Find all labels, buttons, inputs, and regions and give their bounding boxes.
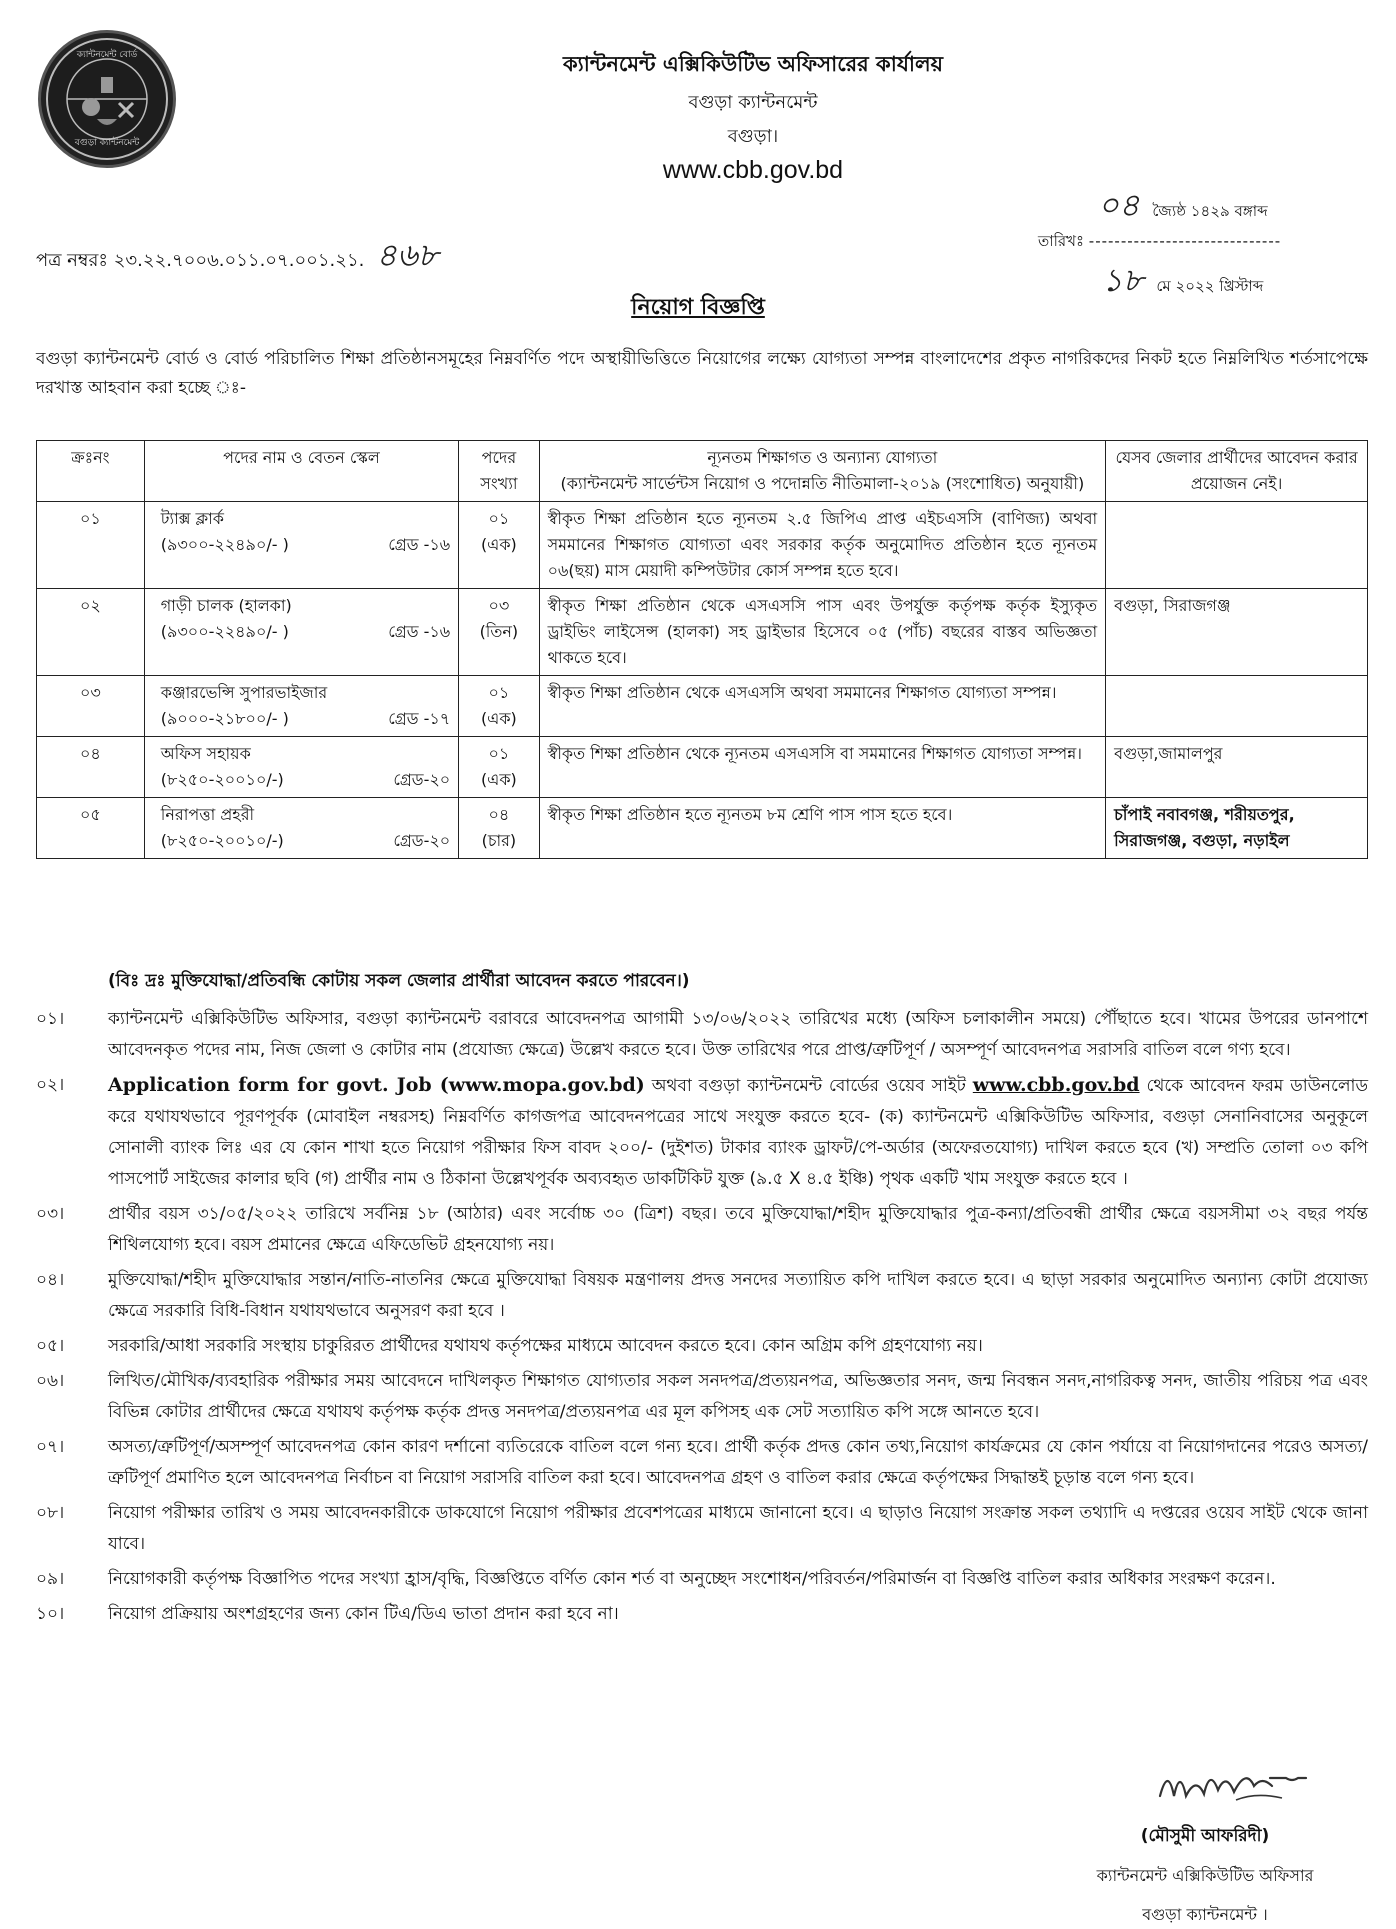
clause-text-rest: থেকে আবেদন ফরম ডাউনলোড করে যথাযথভাবে পূরণপূর্বক (মোবাইল নম্বরসহ) নিম্নবর্ণিত কাগজপত্র আবেদনপত্রের সাথে সংযুক্ত করতে হবে- (ক) ক্যান্টনমেন্ট এক্সিকিউটিভ অফিসার, বগুড়া সেনানিবাসের অনুকূলে সোনালী ব্যাংক লিঃ এর যে কোন শাখা হতে নিয়োগ পরীক্ষার ফিস বাবদ ২০০/- (দুইশত) টাকার ব্যাংক ড্রাফট/পে-অর্ডার (অফেরতযোগ্য) দাখিল করতে হবে (খ) সম্প্রতি তোলা ০৩ কপি পাসপোর্ট সাইজের কালার ছবি (গ) প্রার্থীর নাম ও ঠিকানা উল্লেখপূর্বক অব্যবহৃত ডাকটিকিট যুক্ত (৯.৫ X ৪.৫ ইঞ্চি) পৃথক একটি খাম সংযুক্ত করতে হবে । [108, 1076, 1369, 1189]
row-districts: বগুড়া,জামালপুর [1106, 737, 1368, 798]
memo-label: পত্র নম্বরঃ ২৩.২২.৭০০৬.০১১.০৭.০০১.২১. [36, 250, 365, 271]
pay-scale: (৮২৫০-২০০১০/-) [160, 831, 284, 850]
list-item [36, 1331, 1368, 1362]
row-districts [1106, 502, 1368, 589]
row-serial: ০২ [37, 589, 145, 676]
table-row [37, 737, 1368, 798]
clause-text: মুক্তিযোদ্ধা/শহীদ মুক্তিযোদ্ধার সন্তান/নাতি-নাতনির ক্ষেত্রে মুক্তিযোদ্ধা বিষয়ক মন্ত্রণালয় প্রদত্ত সনদের সত্যায়িত কপি দাখিল করতে হবে। এ ছাড়া সরকার অনুমোদিত অন্যান্য কোটা প্রযোজ্য ক্ষেত্রে সরকারি বিধি-বিধান যথাযথভাবে অনুসরণ করা হবে । [108, 1270, 1368, 1321]
pay-scale: (৯৩০০-২২৪৯০/- ) [160, 535, 289, 554]
table-header-row [37, 441, 1368, 502]
row-post [144, 502, 458, 589]
quota-note: (বিঃ দ্রঃ মুক্তিযোদ্ধা/প্রতিবন্ধি কোটায় সকল জেলার প্রার্থীরা আবেদন করতে পারবেন।) [108, 971, 690, 991]
row-qualification: স্বীকৃত শিক্ষা প্রতিষ্ঠান থেকে এসএসসি পাস এবং উপর্যুক্ত কর্তৃপক্ষ কর্তৃক ইস্যুকৃত ড্রাইভিং লাইসেন্স (হালকা) সহ ড্রাইভার হিসেবে ০৫ (পাঁচ) বছরের বাস্তব অভিজ্ঞতা থাকতে হবে। [539, 589, 1106, 676]
clause-text: অসত্য/ত্রুটিপূর্ণ/অসম্পূর্ণ আবেদনপত্র কোন কারণ দর্শানো ব্যতিরেকে বাতিল বলে গন্য হবে। প্রার্থী কর্তৃক প্রদত্ত কোন তথ্য,নিয়োগ কার্যক্রমের যে কোন পর্যায়ে বা নিয়োগদানের পরেও অসত্য/ত্রুটিপূর্ণ প্রমাণিত হলে আবেদনপত্র নির্বাচন বা নিয়োগ সরাসরি বাতিল করা হবে। আবেদনপত্র গ্রহণ ও বাতিল করার ক্ষেত্রে কর্তৃপক্ষের সিদ্ধান্তই চূড়ান্ত বলে গন্য হবে। [108, 1437, 1368, 1488]
row-serial: ০৪ [37, 737, 145, 798]
seal-bottom-text: বগুড়া ক্যান্টনমেন্ট [74, 138, 140, 148]
list-item [36, 1265, 1368, 1327]
clause-number: ১০। [36, 1604, 65, 1624]
clause-text: ক্যান্টনমেন্ট এক্সিকিউটিভ অফিসার, বগুড়া ক্যান্টনমেন্ট বরাবরে আবেদনপত্র আগামী ১৩/০৬/২০২২ তারিখের মধ্যে (অফিস চলাকালীন সময়ে) পৌঁছাতে হবে। খামের উপরের ডানপাশে আবেদনকৃত পদের নাম, নিজ জেলা ও কোটার নাম (প্রযোজ্য ক্ষেত্রে) উল্লেখ করতে হবে। উক্ত তারিখের পরে প্রাপ্ত/ত্রুটিপূর্ণ / অসম্পূর্ণ আবেদনপত্র সরাসরি বাতিল বলে গণ্য হবে। [108, 1009, 1368, 1060]
office-city: বগুড়া। [727, 126, 779, 147]
header-qualification-line1: ন্যূনতম শিক্ষাগত ও অন্যান্য যোগ্যতা [707, 448, 938, 467]
grade: গ্রেড -১৬ [388, 622, 451, 641]
signatory-designation: ক্যান্টনমেন্ট এক্সিকিউটিভ অফিসার [1096, 1866, 1314, 1885]
table-row [37, 676, 1368, 737]
clause-number: ০১। [36, 1009, 65, 1029]
post-count-words: (চার) [481, 831, 517, 850]
notice-title: নিয়োগ বিজ্ঞপ্তি [631, 295, 765, 320]
row-serial: ০৫ [37, 798, 145, 859]
clause-number: ০৮। [36, 1503, 65, 1523]
post-count-words: (তিন) [479, 622, 519, 641]
clause-number: ০৪। [36, 1270, 65, 1290]
row-count [459, 737, 539, 798]
notice-title-wrap [0, 290, 1396, 327]
clause-text: নিয়োগকারী কর্তৃপক্ষ বিজ্ঞাপিত পদের সংখ্যা হ্রাস/বৃদ্ধি, বিজ্ঞপ্তিতে বর্ণিত কোন শর্ত বা অনুচ্ছেদ সংশোধন/পরিবর্তন/পরিমার্জন বা বিজ্ঞপ্তি বাতিল করার অধিকার সংরক্ষণ করেন।. [108, 1569, 1276, 1589]
post-name: কঞ্জারভেন্সি সুপারভাইজার [160, 683, 328, 702]
post-name: গাড়ী চালক (হালকা) [160, 596, 292, 615]
intro-paragraph: বগুড়া ক্যান্টনমেন্ট বোর্ড ও বোর্ড পরিচালিত শিক্ষা প্রতিষ্ঠানসমূহের নিম্নবর্ণিত পদে অস্থায়ীভিত্তিতে নিয়োগের লক্ষ্যে যোগ্যতা সম্পন্ন বাংলাদেশের প্রকৃত নাগরিকদের নিকট হতে নিম্নলিখিত শর্তসাপেক্ষে দরখাস্ত আহবান করা হচ্ছে ঃ- [36, 349, 1368, 398]
office-location: বগুড়া ক্যান্টনমেন্ট [688, 92, 818, 113]
date-dashes: ------------------------------ [1088, 232, 1282, 250]
row-post [144, 798, 458, 859]
clause-text: প্রার্থীর বয়স ৩১/০৫/২০২২ তারিখে সর্বনিম্ন ১৮ (আঠার) এবং সর্বোচ্চ ৩০ (ত্রিশ) বছর। তবে মুক্তিযোদ্ধা/শহীদ মুক্তিযোদ্ধার পুত্র-কন্যা/প্রতিবন্ধী প্রার্থীর ক্ষেত্রে বয়সসীমা ৩২ বছর পর্যন্ত শিথিলযোগ্য হবে। বয়স প্রমানের ক্ষেত্রে এফিডেভিট গ্রহনযোগ্য নয়। [108, 1204, 1368, 1255]
row-serial: ০৩ [37, 676, 145, 737]
post-count: ০৪ [488, 805, 510, 824]
table-row [37, 798, 1368, 859]
bangla-day: ০৪ [1098, 186, 1140, 224]
memo-number [36, 230, 438, 284]
row-districts: বগুড়া, সিরাজগঞ্জ [1106, 589, 1368, 676]
list-item [36, 1432, 1368, 1494]
conditions-list [36, 1004, 1368, 1634]
row-qualification: স্বীকৃত শিক্ষা প্রতিষ্ঠান হতে ন্যূনতম ৮ম শ্রেণি পাস পাস হতে হবে। [539, 798, 1106, 859]
bangla-date-suffix: জ্যৈষ্ঠ ১৪২৯ বঙ্গাব্দ [1152, 202, 1268, 220]
header-qualification [539, 441, 1106, 502]
signature-block [1040, 1748, 1370, 1929]
pay-scale: (৯০০০-২১৮০০/- ) [160, 709, 289, 728]
post-name: অফিস সহায়ক [160, 744, 251, 763]
grade: গ্রেড-২০ [393, 770, 451, 789]
clause-number: ০৭। [36, 1437, 65, 1457]
signatory-office: বগুড়া ক্যান্টনমেন্ট । [1142, 1905, 1268, 1924]
pay-scale: (৯৩০০-২২৪৯০/- ) [160, 622, 289, 641]
clause-number: ০২। [36, 1075, 65, 1095]
post-count: ০৩ [488, 596, 510, 615]
row-districts [1106, 676, 1368, 737]
row-serial: ০১ [37, 502, 145, 589]
greg-date-suffix: মে ২০২২ খ্রিস্টাব্দ [1156, 277, 1264, 295]
row-post [144, 737, 458, 798]
list-item [36, 1070, 1368, 1195]
post-count: ০১ [488, 744, 510, 763]
clause-number: ০৯। [36, 1569, 65, 1589]
memo-handwritten-number: ৪৬৮ [376, 236, 439, 274]
clause-text: লিখিত/মৌখিক/ব্যবহারিক পরীক্ষার সময় আবেদনে দাখিলকৃত শিক্ষাগত যোগ্যতার সকল সনদপত্র/প্রত্যয়নপত্র, অভিজ্ঞতার সনদ, জন্ম নিবন্ধন সনদ,নাগরিকত্ব সনদ, জাতীয় পরিচয় পত্র এবং বিভিন্ন কোটার প্রার্থীদের ক্ষেত্রে যথাযথ কর্তৃপক্ষ কর্তৃক প্রদত্ত সনদপত্র/প্রত্যয়নপত্র এর মূল কপিসহ এক সেট সত্যায়িত কপি সঙ্গে আনতে হবে। [108, 1371, 1368, 1422]
grade: গ্রেড-২০ [393, 831, 451, 850]
list-item [36, 1199, 1368, 1261]
grade: গ্রেড -১৭ [388, 709, 451, 728]
clause-number: ০৬। [36, 1371, 65, 1391]
header-count: পদের সংখ্যা [459, 441, 539, 502]
post-count: ০১ [488, 683, 510, 702]
application-form-reference: Application form for govt. Job (www.mopa.gov.bd) [108, 1074, 645, 1096]
clause-text: নিয়োগ পরীক্ষার তারিখ ও সময় আবেদনকারীকে ডাকযোগে নিয়োগ পরীক্ষার প্রবেশপত্রের মাধ্যমে জানানো হবে। এ ছাড়াও নিয়োগ সংক্রান্ত সকল তথ্যাদি এ দপ্তরের ওয়েব সাইট থেকে জানা যাবে। [108, 1503, 1368, 1554]
seal-top-text: ক্যান্টনমেন্ট বোর্ড [76, 50, 138, 60]
clause-text: নিয়োগ প্রক্রিয়ায় অংশগ্রহণের জন্য কোন টিএ/ডিএ ভাতা প্রদান করা হবে না। [108, 1604, 619, 1624]
row-count [459, 502, 539, 589]
row-post [144, 676, 458, 737]
list-item [36, 1498, 1368, 1560]
post-count-words: (এক) [480, 535, 517, 554]
website-link[interactable]: www.cbb.gov.bd [662, 156, 844, 184]
signatory-name: (মৌসুমী আফরিদী) [1140, 1826, 1270, 1846]
date-label: তারিখঃ [1038, 232, 1084, 250]
header-name: পদের নাম ও বেতন স্কেল [144, 441, 458, 502]
clause-text: সরকারি/আধা সরকারি সংস্থায় চাকুরিরত প্রার্থীদের যথাযথ কর্তৃপক্ষের মাধ্যমে আবেদন করতে হবে। কোন অগ্রিম কপি গ্রহণযোগ্য নয়। [108, 1336, 983, 1356]
post-name: নিরাপত্তা প্রহরী [160, 805, 255, 824]
pay-scale: (৮২৫০-২০০১০/-) [160, 770, 284, 789]
row-count [459, 676, 539, 737]
table-row [37, 589, 1368, 676]
clause-number: ০৫। [36, 1336, 65, 1356]
post-count-words: (এক) [480, 770, 517, 789]
clause-number: ০৩। [36, 1204, 65, 1224]
greg-day: ১৮ [1102, 261, 1144, 299]
row-qualification: স্বীকৃত শিক্ষা প্রতিষ্ঠান থেকে এসএসসি অথবা সমমানের শিক্ষাগত যোগ্যতা সম্পন্ন। [539, 676, 1106, 737]
office-title: ক্যান্টনমেন্ট এক্সিকিউটিভ অফিসারের কার্যালয় [562, 52, 944, 76]
row-districts: চাঁপাই নবাবগঞ্জ, শরীয়তপুর, সিরাজগঞ্জ, বগুড়া, নড়াইল [1106, 798, 1368, 859]
clause-text [108, 1070, 1368, 1195]
header-serial: ক্রঃনং [37, 441, 145, 502]
list-item [36, 1366, 1368, 1428]
post-name: ট্যাক্স ক্লার্ক [160, 509, 224, 528]
row-count [459, 589, 539, 676]
list-item [36, 1004, 1368, 1066]
cbb-website-link[interactable]: www.cbb.gov.bd [972, 1074, 1140, 1096]
list-item [36, 1564, 1368, 1595]
header-districts: যেসব জেলার প্রার্থীদের আবেদন করার প্রয়োজন নেই। [1106, 441, 1368, 502]
header-qualification-line2: (ক্যান্টনমেন্ট সার্ভেন্টস নিয়োগ ও পদোন্নতি নীতিমালা-২০১৯ (সংশোধিত) অনুযায়ী) [560, 474, 1085, 493]
post-count: ০১ [488, 509, 510, 528]
row-qualification: স্বীকৃত শিক্ষা প্রতিষ্ঠান হতে ন্যূনতম ২.৫ জিপিএ প্রাপ্ত এইচএসসি (বাণিজ্য) অথবা সমমানের শিক্ষাগত যোগ্যতা এবং সরকার কর্তৃক অনুমোদিত প্রতিষ্ঠান হতে ন্যূনতম ০৬(ছয়) মাস মেয়াদী কম্পিউটার কোর্স সম্পন্ন হতে হবে। [539, 502, 1106, 589]
post-count-words: (এক) [480, 709, 517, 728]
handwritten-signature-icon [1040, 1748, 1370, 1818]
table-row [37, 502, 1368, 589]
row-post [144, 589, 458, 676]
row-count [459, 798, 539, 859]
clause-text-mid: অথবা বগুড়া ক্যান্টনমেন্ট বোর্ডের ওয়েব সাইট [644, 1076, 973, 1096]
row-qualification: স্বীকৃত শিক্ষা প্রতিষ্ঠান থেকে ন্যূনতম এসএসসি বা সমমানের শিক্ষাগত যোগ্যতা সম্পন্ন। [539, 737, 1106, 798]
posts-table [36, 440, 1368, 859]
list-item [36, 1599, 1368, 1630]
grade: গ্রেড -১৬ [388, 535, 451, 554]
